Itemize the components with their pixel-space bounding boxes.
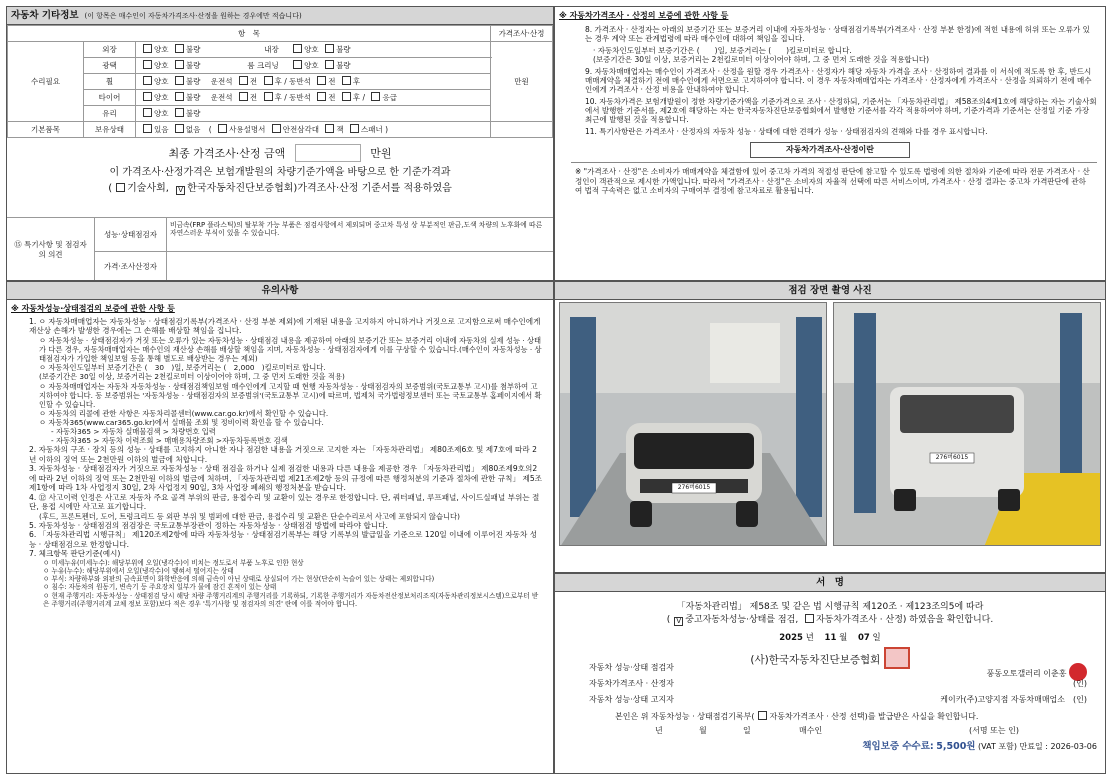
caution-item: 2. 자동차의 구조 · 장치 등의 성능 · 상태를 고지하지 아니한 자나 점검한 내용을 거짓으로 고지한 자는 「자동차관리법」 제80조제6호 및 제7호에 따라 2년 이하의 징역 또는 2천만원 이하의 벌금에 처합니다.: [29, 445, 537, 464]
caution-item: 1. ㅇ 자동차매매업자는 자동차성능 · 상태점검기록부(가격조사 · 산정 부분 제외)에 기재된 내용을 고지하지 아니하거나 거짓으로 고지함으로써 매수인에게 재산상 손해가 발생한 경우에는 그 손해를 배상할 책임을 집니다.: [29, 317, 541, 336]
receipt-b: 자동차가격조사 · 산정 선택)를 발급받은 사실을 확인합니다.: [769, 712, 979, 722]
photo-rear-plate: 276버6015: [935, 454, 969, 461]
col-item-header: 항 목: [8, 26, 491, 42]
checkbox[interactable]: [239, 92, 248, 101]
inspection-photo-front: [559, 302, 827, 546]
fee-value: 5,500원: [936, 741, 976, 753]
basic-options: 있음 없음 ( 사용설명서 안전삼각대 잭 스패너 ): [136, 122, 491, 138]
caution-item: ㅇ 자동차의 리콜에 관한 사항은 자동차리콜센터(www.car.go.kr)에서 확인할 수 있습니다.: [39, 408, 329, 418]
option-label: 잭: [336, 125, 344, 135]
caution-item: ㅇ 자동차인도일부터 보증기간은 ( 30 )일, 보증거리는 ( 2,000 )킬로미터로 합니다.: [39, 363, 326, 373]
signature-date: [555, 627, 1105, 644]
sign-mark: (인): [1073, 695, 1087, 705]
row-options: 양호 불량 운전석 전 후 / 동반석 전 후 / 응급: [136, 90, 491, 106]
caution-item: (보증기간은 30일 이상, 보증거리는 2천킬로미터 이상이어야 하며, 그 중 먼저 도래한 것을 적용): [39, 372, 345, 382]
checkbox[interactable]: [175, 60, 184, 69]
notice-item: · 자동차인도일부터 보증기간은 ( )일, 보증거리는 ( )킬로미터로 합니다.: [593, 45, 852, 55]
sign-name: 케이카(주)고양지점 자동차매매업소: [940, 695, 1066, 705]
option-label: 사용설명서: [229, 125, 266, 135]
opinion-price-label: 가격·조사산정자: [95, 252, 167, 281]
option-label: 없음: [185, 125, 201, 135]
line2-option-a: 중고자동차성능·상태를 점검,: [685, 615, 799, 626]
option-label: 후: [274, 93, 282, 103]
row-label: 외장: [84, 42, 136, 58]
caution-item: - 자동차365 > 자동차 이력조회 > 매매용차량조회 >자동차등록번호 검색: [51, 436, 288, 446]
option-label: 전: [328, 77, 336, 87]
checkbox[interactable]: [143, 124, 152, 133]
basis-tail: )가격조사·산정 기준서를 적용하였음: [293, 182, 452, 194]
photo-front-image: [560, 303, 827, 546]
option-label: 응급: [382, 93, 397, 103]
caution-item: 3. 자동차성능 · 상태점검자가 거짓으로 자동차성능 · 상태 점검을 하거나 실제 점검한 내용과 다른 내용을 제공한 경우 「자동차관리법」 제80조제9호의2에 따라 2년 이하의 징역 또는 2천만원 이하의 벌금에 처하며, 「자동차관리법 제21조제2항 등의 규정에 따른 행정처분의 기준과 절차에 관한 규칙」 제5조제1항에 따라 1차 사업정지 30일, 2차 사업정지 90일, 3차 사업장 폐쇄의 행정처분을 받습니다.: [29, 464, 542, 493]
option-label: 안전삼각대: [282, 125, 319, 135]
option-label: 양호: [154, 77, 169, 87]
option-label: 전: [249, 93, 258, 103]
row-label: 광택: [84, 58, 136, 74]
option-label: 불량: [185, 45, 201, 55]
caution-header: 유의사항: [7, 282, 553, 300]
sign-role: 자동차가격조사 · 산정자: [589, 679, 674, 689]
checkbox[interactable]: [317, 76, 326, 85]
sign-day: 07: [858, 632, 870, 643]
caution-list: [7, 314, 553, 608]
inspection-record-page: [6, 6, 1106, 774]
checkbox[interactable]: [350, 124, 359, 133]
row-options: [136, 42, 491, 58]
final-price-label: 최종 가격조사·산정 금액: [168, 147, 286, 160]
buyer-year: 년: [655, 726, 663, 736]
opinion-inspector-text: 비금속(FRP 플라스틱)의 탈부착 가능 부품은 점검사항에서 제외되며 중고차 특성 상 부분적인 판금,도색 차량의 노후화에 따른 자연스러운 부식이 있을 수 있습니다.: [170, 221, 543, 238]
checkbox-checked[interactable]: [674, 617, 683, 626]
sign-year: 2025: [779, 632, 803, 643]
caution-panel: [6, 281, 554, 774]
option-label: 양호: [304, 45, 319, 55]
checkbox[interactable]: [325, 60, 334, 69]
buyer-line: [555, 726, 1105, 741]
sign-month-unit: 월: [839, 632, 848, 643]
row-label-2: 룸 크리닝: [247, 61, 279, 71]
checkbox[interactable]: [264, 92, 273, 101]
basis-options: ( 기술사회, V 한국자동차진단보증협회)가격조사·산정 기준서를 적용하였음: [7, 180, 553, 198]
photo-front-plate: 276버6015: [677, 484, 711, 491]
sign-name: 풍동오토갤러리 이춘홍: [986, 669, 1067, 679]
caution-item: 7. 체크항목 판단기준(예시): [29, 549, 121, 559]
checkbox[interactable]: [293, 44, 302, 53]
checkbox[interactable]: [342, 76, 351, 85]
checkbox[interactable]: [805, 614, 814, 623]
etc-info-title: 자동차 기타정보: [11, 10, 79, 21]
photo-rear-image: [834, 303, 1101, 546]
notice-item: 11. 특기사항란은 가격조사 · 산정자의 자동차 성능 · 상태에 대한 견해가 성능 · 상태점검자의 견해와 다를 경우 표시합니다.: [585, 126, 988, 136]
notice-item: (보증기간은 30일 이상, 보증거리는 2천킬로미터 이상이어야 하며, 그 중 먼저 도래한 것을 적용합니다): [593, 55, 930, 65]
notice-item: 10. 자동차가격은 보험개발원이 정한 차량기준가액을 기준가격으로 조사 · 산정하되, 기준서는 「자동차관리법」 제58조의4제1호에 해당하는 자는 기술사회에서 발행한 기준서를, 제2호에 해당하는 자는 한국자동차진단보증협회에서 발행한 기준서를 각각 적용하여야 하며, 기준가격과 기준서는 산정일 기준 가장 최근에 발행된 것을 적용합니다.: [585, 96, 1097, 125]
checkbox[interactable]: [371, 92, 380, 101]
checkbox[interactable]: [317, 92, 326, 101]
etc-info-header: [7, 7, 553, 25]
checkbox[interactable]: [239, 76, 248, 85]
sign-row: [555, 695, 1105, 711]
checkbox[interactable]: [342, 92, 351, 101]
photo-panel: [554, 281, 1106, 573]
criteria-item: ㅇ 부식: 차량하부와 외판의 금속표면이 화학반응에 의해 금속이 아닌 상태로 상실되어 가는 현상(단순히 녹슬어 있는 상태는 제외합니다): [43, 575, 435, 584]
sign-role: 자동차 성능·상태 고지자: [589, 695, 674, 705]
sign-mark: (인): [1073, 679, 1087, 689]
buyer-sign: (서명 또는 인): [969, 726, 1019, 736]
sign-row: [555, 679, 1105, 695]
option-label: 불량: [185, 109, 201, 119]
receipt-line: [555, 711, 1105, 726]
fee-line: [555, 741, 1105, 753]
criteria-item: ㅇ 미세누유(미세누수): 해당부위에 오일(냉각수)이 비치는 정도로서 부품 노후로 인한 현상: [43, 558, 304, 567]
sign-day-unit: 일: [872, 632, 881, 643]
side-label: 운전석: [210, 77, 233, 87]
side-label: 동반석: [289, 93, 311, 103]
checkbox[interactable]: [143, 60, 152, 69]
price-def-title: 자동차가격조사·산정이란: [750, 142, 910, 158]
checkbox[interactable]: [116, 183, 125, 192]
caution-item: - 자동차365 > 자동차 실매물검색 > 차량번호 입력: [51, 427, 216, 437]
row-label: 휠: [84, 74, 136, 90]
signature-header: 서 명: [555, 574, 1105, 592]
checkbox[interactable]: [264, 76, 273, 85]
col-price-header: 가격조사·산정: [491, 26, 553, 42]
row-label-2: 내장: [264, 45, 279, 55]
side-label: 운전석: [210, 93, 233, 103]
buyer-month: 월: [699, 726, 707, 736]
buyer-label: 매수인: [799, 726, 823, 736]
criteria-item: ㅇ 침수: 자동차의 원동기, 변속기 등 주요장치 일부가 물에 잠긴 흔적이 있는 상태: [43, 583, 277, 592]
fee-label: 책임보증 수수료:: [862, 741, 934, 753]
photo-header: 점검 장면 촬영 사진: [555, 282, 1105, 300]
etc-info-panel: [6, 6, 554, 281]
row-label: 유리: [84, 106, 136, 122]
sign-year-unit: 년: [805, 632, 814, 643]
fee-vat: (VAT 포함): [978, 742, 1017, 752]
option-label: 불량: [185, 61, 201, 71]
side-label: 동반석: [289, 77, 311, 87]
opinion-label: ⑮ 특기사항 및 점검자의 의견: [7, 218, 95, 281]
checkbox[interactable]: [175, 44, 184, 53]
buyer-day: 일: [743, 726, 751, 736]
row-options: [136, 106, 491, 122]
checkbox[interactable]: [272, 124, 281, 133]
option-label: 불량: [336, 61, 351, 71]
signature-line-1: 「자동차관리법」 제58조 및 같은 법 시행규칙 제120조 · 제123조의5에 따라: [676, 602, 984, 612]
caution-item: ㅇ 자동차매매업자는 자동차 자동차성능 · 상태점검책임보험 매수인에게 고지할 때 현행 자동차성능 · 상태점검자의 보증범위(국토교통부 고시)를 첨부하여 고지하여야 합니다. 동 보증범위는 '자동차성능 · 상태점검자의 보증범위'(국토교통부 고시)에 따르며, 법제처 국가법령정보센터 또는 국토교통부 홈페이지에서 확인할 수 있습니다.: [39, 381, 542, 409]
basis-option-2: 한국자동차진단보증협회: [187, 182, 294, 194]
caution-item: 4. ⑫ 사고이력 인정은 사고로 자동차 주요 골격 부위의 판금, 용접수리 및 교환이 있는 경우로 한정합니다. 단, 쿼터패널, 루프패널, 사이드실패널 부위는 절단, 용접 시에만 사고로 표기합니다.: [29, 492, 540, 512]
option-label: 불량: [185, 77, 201, 87]
price-unit: 만원: [491, 42, 553, 122]
checkbox[interactable]: [143, 76, 152, 85]
option-label: 후: [274, 77, 282, 87]
basic-label: 보유상태: [84, 122, 136, 138]
price-notice-list: [555, 21, 1105, 136]
option-label: 후: [352, 77, 361, 87]
caution-item: ㅇ 자동차365(www.car365.go.kr)에서 실매물 조회 및 정비이력 확인을 할 수 있습니다.: [39, 417, 324, 427]
sign-role: 자동차 성능·상태 점검자: [589, 663, 674, 673]
caution-section-title: ※ 자동차성능·상태점검의 보증에 관한 사항 등: [11, 304, 175, 313]
checkbox-checked[interactable]: [176, 186, 185, 195]
price-notice-title: ※ 자동차가격조사 · 산정의 보증에 관한 사항 등: [559, 11, 729, 20]
option-label: 양호: [154, 93, 169, 103]
opinion-inspector-label: 성능·상태점검자: [95, 218, 167, 251]
checkbox[interactable]: [758, 711, 767, 720]
final-price-row: [7, 138, 553, 164]
option-label: 양호: [304, 61, 319, 71]
opinion-section: [7, 217, 553, 281]
option-label: 전: [249, 77, 258, 87]
criteria-item: ㅇ 누유(누수): 해당부위에서 오일(냉각수)이 맺혀서 떨어지는 상태: [43, 566, 234, 575]
price-notice-panel: [554, 6, 1106, 281]
option-label: 양호: [154, 109, 169, 119]
basis-text: 이 가격조사·산정가격은 보험개발원의 차량기준가액을 바탕으로 한 기준가격과: [109, 167, 451, 178]
option-label: 양호: [154, 45, 169, 55]
caution-item: 5. 자동차성능 · 상태점검의 점검장은 국토교통부장관이 정하는 자동차성능 · 상태점검 방법에 따라야 합니다.: [29, 520, 388, 530]
expiry-date: 만료일 : 2026-03-06: [1019, 742, 1097, 752]
signature-panel: [554, 573, 1106, 774]
checkbox[interactable]: [143, 44, 152, 53]
basis-option-1: 기술사회,: [127, 182, 169, 194]
inspection-photo-rear: [833, 302, 1101, 546]
notice-item: 8. 가격조사 · 산정자는 아래의 보증기간 또는 보증거리 이내에 자동차성능 · 상태점검기록부(가격조사 · 산정 부분 한정)에 적힌 내용에 허위 또는 오류가 있는 경우 계약 또는 관계법령에 따라 매수인에 대하여 책임을 집니다.: [585, 25, 1090, 44]
checkbox[interactable]: [143, 108, 152, 117]
org-seal-icon: [884, 647, 910, 669]
checkbox[interactable]: [143, 92, 152, 101]
etc-info-table: [7, 25, 553, 138]
criteria-item: ㅇ 현재 주행거리: 자동차성능 · 상태점검 당시 해당 차량 주행거리계의 주행거리를 기록하되, 기록한 주행거리가 자동차전산정보처리조직(자동차관리정보시스템)으로부터 받은 주행거리(주행거리계 교체 정보 포함)보다 적은 경우 '특기사항 및 점검자의 의견' 란에 이를 적어야 합니다.: [43, 591, 539, 608]
row-label: 타이어: [84, 90, 136, 106]
line2-option-b: 자동차가격조사 · 산정) 하였음을 확인합니다.: [816, 615, 994, 626]
checkbox[interactable]: [175, 92, 184, 101]
caution-item: ㅇ 자동차성능 · 상태점검자가 거짓 또는 오류가 있는 자동차성능 · 상태점검 내용을 제공하여 아래의 보증기간 또는 보증거리 이내에 자동차의 실제 성능 · 상태가 다른 경우, 자동차매매업자는 매수인의 재산상 손해를 배상할 책임을 지며, 자동차성능 · 상태점검자에게 이를 구상할 수 있습니다.(매수인이 자동차성능 · 상태점검자가 가입한 책임보험 등을 통해 별도로 배상받는 경우는 제외): [39, 335, 542, 364]
option-label: 있음: [154, 125, 169, 135]
final-price-input[interactable]: [295, 144, 361, 162]
sign-month: 11: [824, 632, 837, 643]
group-repair-label: 수리필요: [8, 42, 84, 122]
signature-line-2: (V 중고자동차성능·상태를 점검, 자동차가격조사 · 산정) 하였음을 확인합니다.: [555, 613, 1105, 626]
option-label: 불량: [185, 93, 201, 103]
final-price-unit: 만원: [370, 147, 392, 160]
row-options: [136, 58, 491, 74]
etc-info-note: (이 항목은 매수인이 자동차가격조사·산정을 원하는 경우에만 적습니다): [84, 12, 302, 20]
option-label: 스패너: [361, 125, 383, 135]
caution-item: (후드, 프론트펜더, 도어, 트렁크리드 등 외판 부위 및 범퍼에 대한 판금, 용접수리 및 교환은 단순수리로서 사고에 포함되지 않습니다): [39, 511, 460, 521]
option-label: 양호: [154, 61, 169, 71]
price-def-text: ※ "가격조사 · 산정"은 소비자가 매매계약을 체결함에 있어 중고차 가격의 적절성 판단에 참고할 수 있도록 법령에 의한 절차와 기준에 따라 전문 가격조사 · 산정인이 객관적으로 제시한 가액입니다. 따라서 "가격조사 · 산정"은 소비자의 자율적 선택에 따른 서비스이며, 가격조사 · 산정 결과는 중고차 가격판단에 관하여 법적 구속력은 없고 소비자의 구매여부 결정에 참고자료로 활용됩니다.: [571, 162, 1097, 195]
notice-item: 9. 자동차매매업자는 매수인이 가격조사 · 산정을 원할 경우 가격조사 · 산정자가 해당 자동차 가격을 조사 · 산정하여 결과를 이 서식에 적도록 한 후, 반드시 매매계약을 체결하기 전에 매수인에게 서면으로 고지하여야 합니다. 이 경우 자동차매매업자는 가격조사 · 산정자에게 가격조사 · 산정을 의뢰하기 전에 매수인에게 가격조사 · 산정 비용을 안내하여야 합니다.: [585, 66, 1092, 95]
checkbox[interactable]: [218, 124, 227, 133]
checkbox[interactable]: [325, 44, 334, 53]
checkbox[interactable]: [175, 108, 184, 117]
option-label: 후: [352, 93, 361, 103]
org-name: (사)한국자동차진단보증협회: [750, 654, 881, 667]
row-options: 양호 불량 운전석 전 후 / 동반석 전 후: [136, 74, 491, 90]
caution-item: 6. 「자동차관리법 시행규칙」 제120조제2항에 따라 자동차성능 · 상태점검기록부는 해당 기록부의 발급일을 기준으로 120일 이내에 이루어진 자동차 성능 · 상태점검으로 한정합니다.: [29, 530, 538, 549]
checkbox[interactable]: [293, 60, 302, 69]
signature-org: [555, 643, 1105, 667]
receipt-a: 본인은 위 자동차성능 · 상태점검기록부(: [615, 712, 755, 722]
checkbox[interactable]: [175, 124, 184, 133]
group-basic-label: 기본품목: [8, 122, 84, 138]
option-label: 전: [328, 93, 336, 103]
checkbox[interactable]: [175, 76, 184, 85]
checkbox[interactable]: [325, 124, 334, 133]
option-label: 불량: [336, 45, 351, 55]
